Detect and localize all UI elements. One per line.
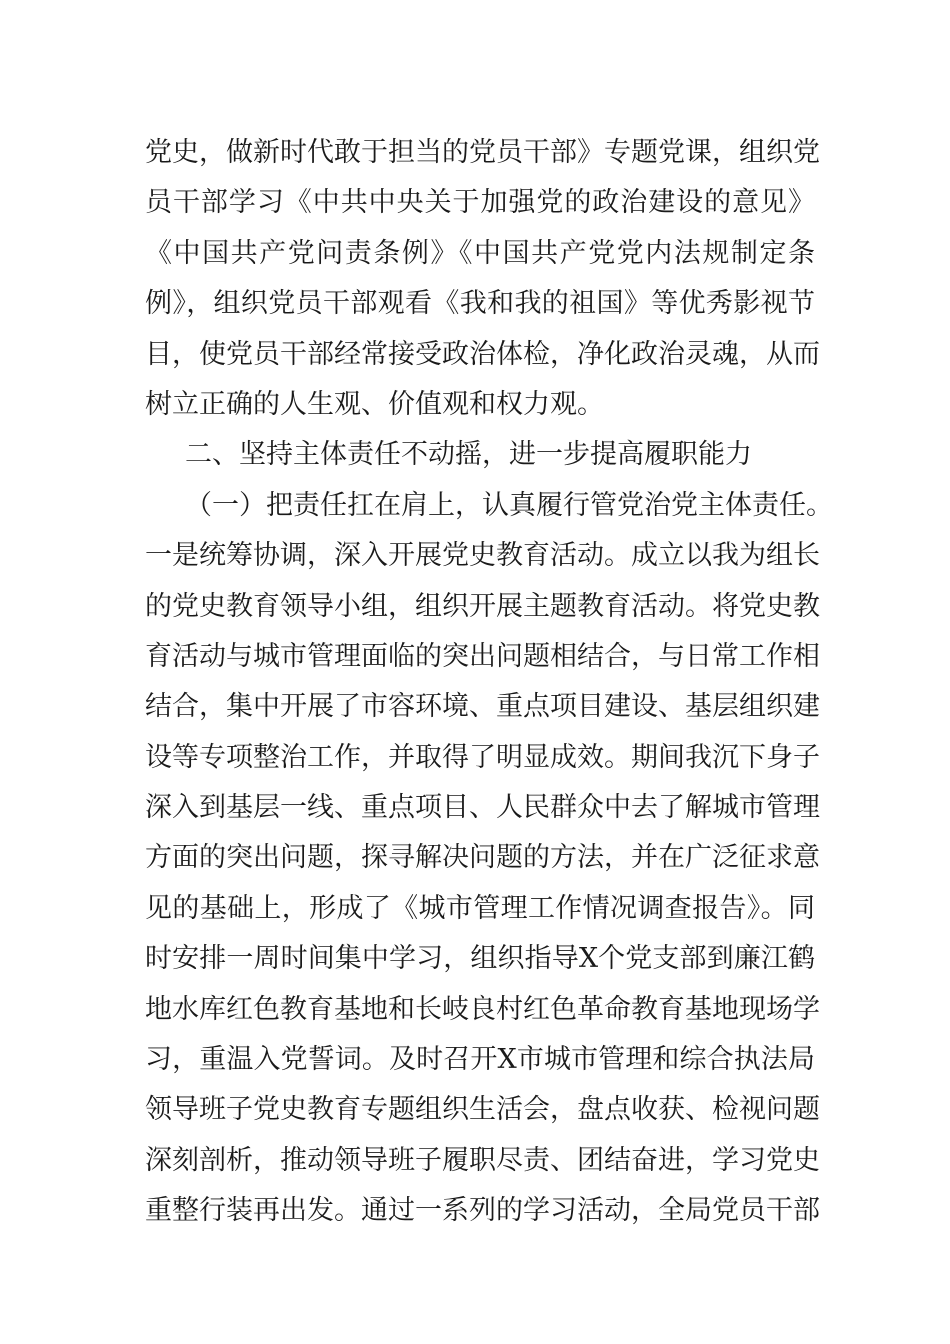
text-line: 的党史教育领导小组，组织开展主题教育活动。将党史教 [145,590,820,622]
text-line: 设等专项整治工作，并取得了明显成效。期间我沉下身子 [145,741,820,773]
text-line: 地水库红色教育基地和长岐良村红色革命教育基地现场学 [145,993,820,1025]
text-line: 习，重温入党誓词。及时召开X市城市管理和综合执法局 [145,1044,815,1076]
section-heading: 二、坚持主体责任不动摇，进一步提高履职能力 [185,439,752,471]
text-line: 党史，做新时代敢于担当的党员干部》专题党课，组织党 [145,137,820,168]
text-line: 例》，组织党员干部观看《我和我的祖国》等优秀影视节 [145,288,815,320]
text-line: 重整行装再出发。通过一系列的学习活动，全局党员干部 [145,1195,820,1227]
text-line: 深入到基层一线、重点项目、人民群众中去了解城市管理 [145,792,820,824]
text-line: 时安排一周时间集中学习，组织指导X个党支部到廉江鹤 [145,943,815,975]
text-line: 深刻剖析，推动领导班子履职尽责、团结奋进，学习党史 [145,1144,820,1176]
subsection-heading: （一）把责任扛在肩上，认真履行管党治党主体责任。 [185,489,833,521]
body-text [145,128,833,1237]
text-line: 《中国共产党问责条例》《中国共产党党内法规制定条 [145,237,815,269]
text-line: 员干部学习《中共中央关于加强党的政治建设的意见》 [145,187,815,219]
text-line: 育活动与城市管理面临的突出问题相结合，与日常工作相 [145,640,820,672]
text-line: 目，使党员干部经常接受政治体检，净化政治灵魂，从而 [145,338,820,370]
text-line: 方面的突出问题，探寻解决问题的方法，并在广泛征求意 [145,842,820,874]
text-line: 领导班子党史教育专题组织生活会，盘点收获、检视问题 [145,1094,820,1126]
text-line: 结合，集中开展了市容环境、重点项目建设、基层组织建 [145,691,820,723]
text-line: 一是统筹协调，深入开展党史教育活动。成立以我为组长 [145,540,820,572]
text-line: 树立正确的人生观、价值观和权力观。 [145,388,604,420]
text-line: 见的基础上，形成了《城市管理工作情况调查报告》。同 [145,892,815,924]
